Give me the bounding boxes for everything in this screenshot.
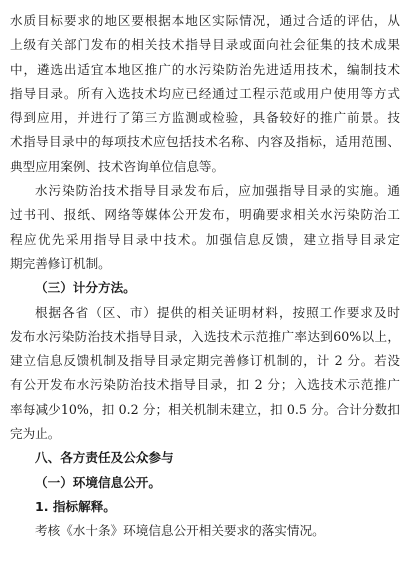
section-heading-info-disclosure: （一）环境信息公开。 [35,474,161,490]
paragraph-line-7: 典型应用案例、技术咨询单位信息等。 [10,158,225,174]
paragraph-line-17: 率每减少10%，扣 0.2 分；相关机制未建立，扣 0.5 分。合计分数扣 [10,401,400,417]
paragraph-line-2: 上级有关部门发布的相关技术指导目录或面向社会征集的技术成果 [10,37,400,53]
section-heading-scoring-method: （三）计分方法。 [35,280,136,296]
paragraph-line-5: 得到应用，并进行了第三方监测或检验，具备较好的推广前景。技 [10,110,400,126]
paragraph-line-1: 水质目标要求的地区要根据本地区实际情况，通过合适的评估，从 [10,13,400,28]
paragraph-line-13: 根据各省（区、市）提供的相关证明材料，按照工作要求及时 [35,304,400,320]
paragraph-line-6: 术指导目录中的每项技术应包括技术名称、内容及指标，适用范围、 [10,134,400,150]
paragraph-line-22: 考核《水十条》环境信息公开相关要求的落实情况。 [35,523,325,539]
subsection-heading-indicator-explanation: 1. 指标解释。 [35,498,116,514]
paragraph-line-3: 中，遴选出适宜本地区推广的水污染防治先进适用技术，编制技术 [10,61,400,77]
paragraph-line-4: 指导目录。所有入选技术均应已经通过工程示范或用户使用等方式 [10,85,400,101]
paragraph-line-16: 有公开发布水污染防治技术指导目录，扣 2 分；入选技术示范推广 [10,377,400,393]
paragraph-line-18: 完为止。 [10,426,61,442]
paragraph-line-10: 程应优先采用指导目录中技术。加强信息反馈，建立指导目录定 [10,231,400,247]
paragraph-line-8: 水污染防治技术指导目录发布后，应加强指导目录的实施。通 [35,183,400,199]
chapter-heading-responsibilities: 八、各方责任及公众参与 [35,450,174,466]
paragraph-line-14: 发布水污染防治技术指导目录，入选技术示范推广率达到60%以上， [10,328,400,344]
paragraph-line-9: 过书刊、报纸、网络等媒体公开发布，明确要求相关水污染防治工 [10,207,400,223]
paragraph-line-15: 建立信息反馈机制及指导目录定期完善修订机制的，计 2 分。若没 [10,353,400,369]
paragraph-line-11: 期完善修订机制。 [10,255,111,271]
